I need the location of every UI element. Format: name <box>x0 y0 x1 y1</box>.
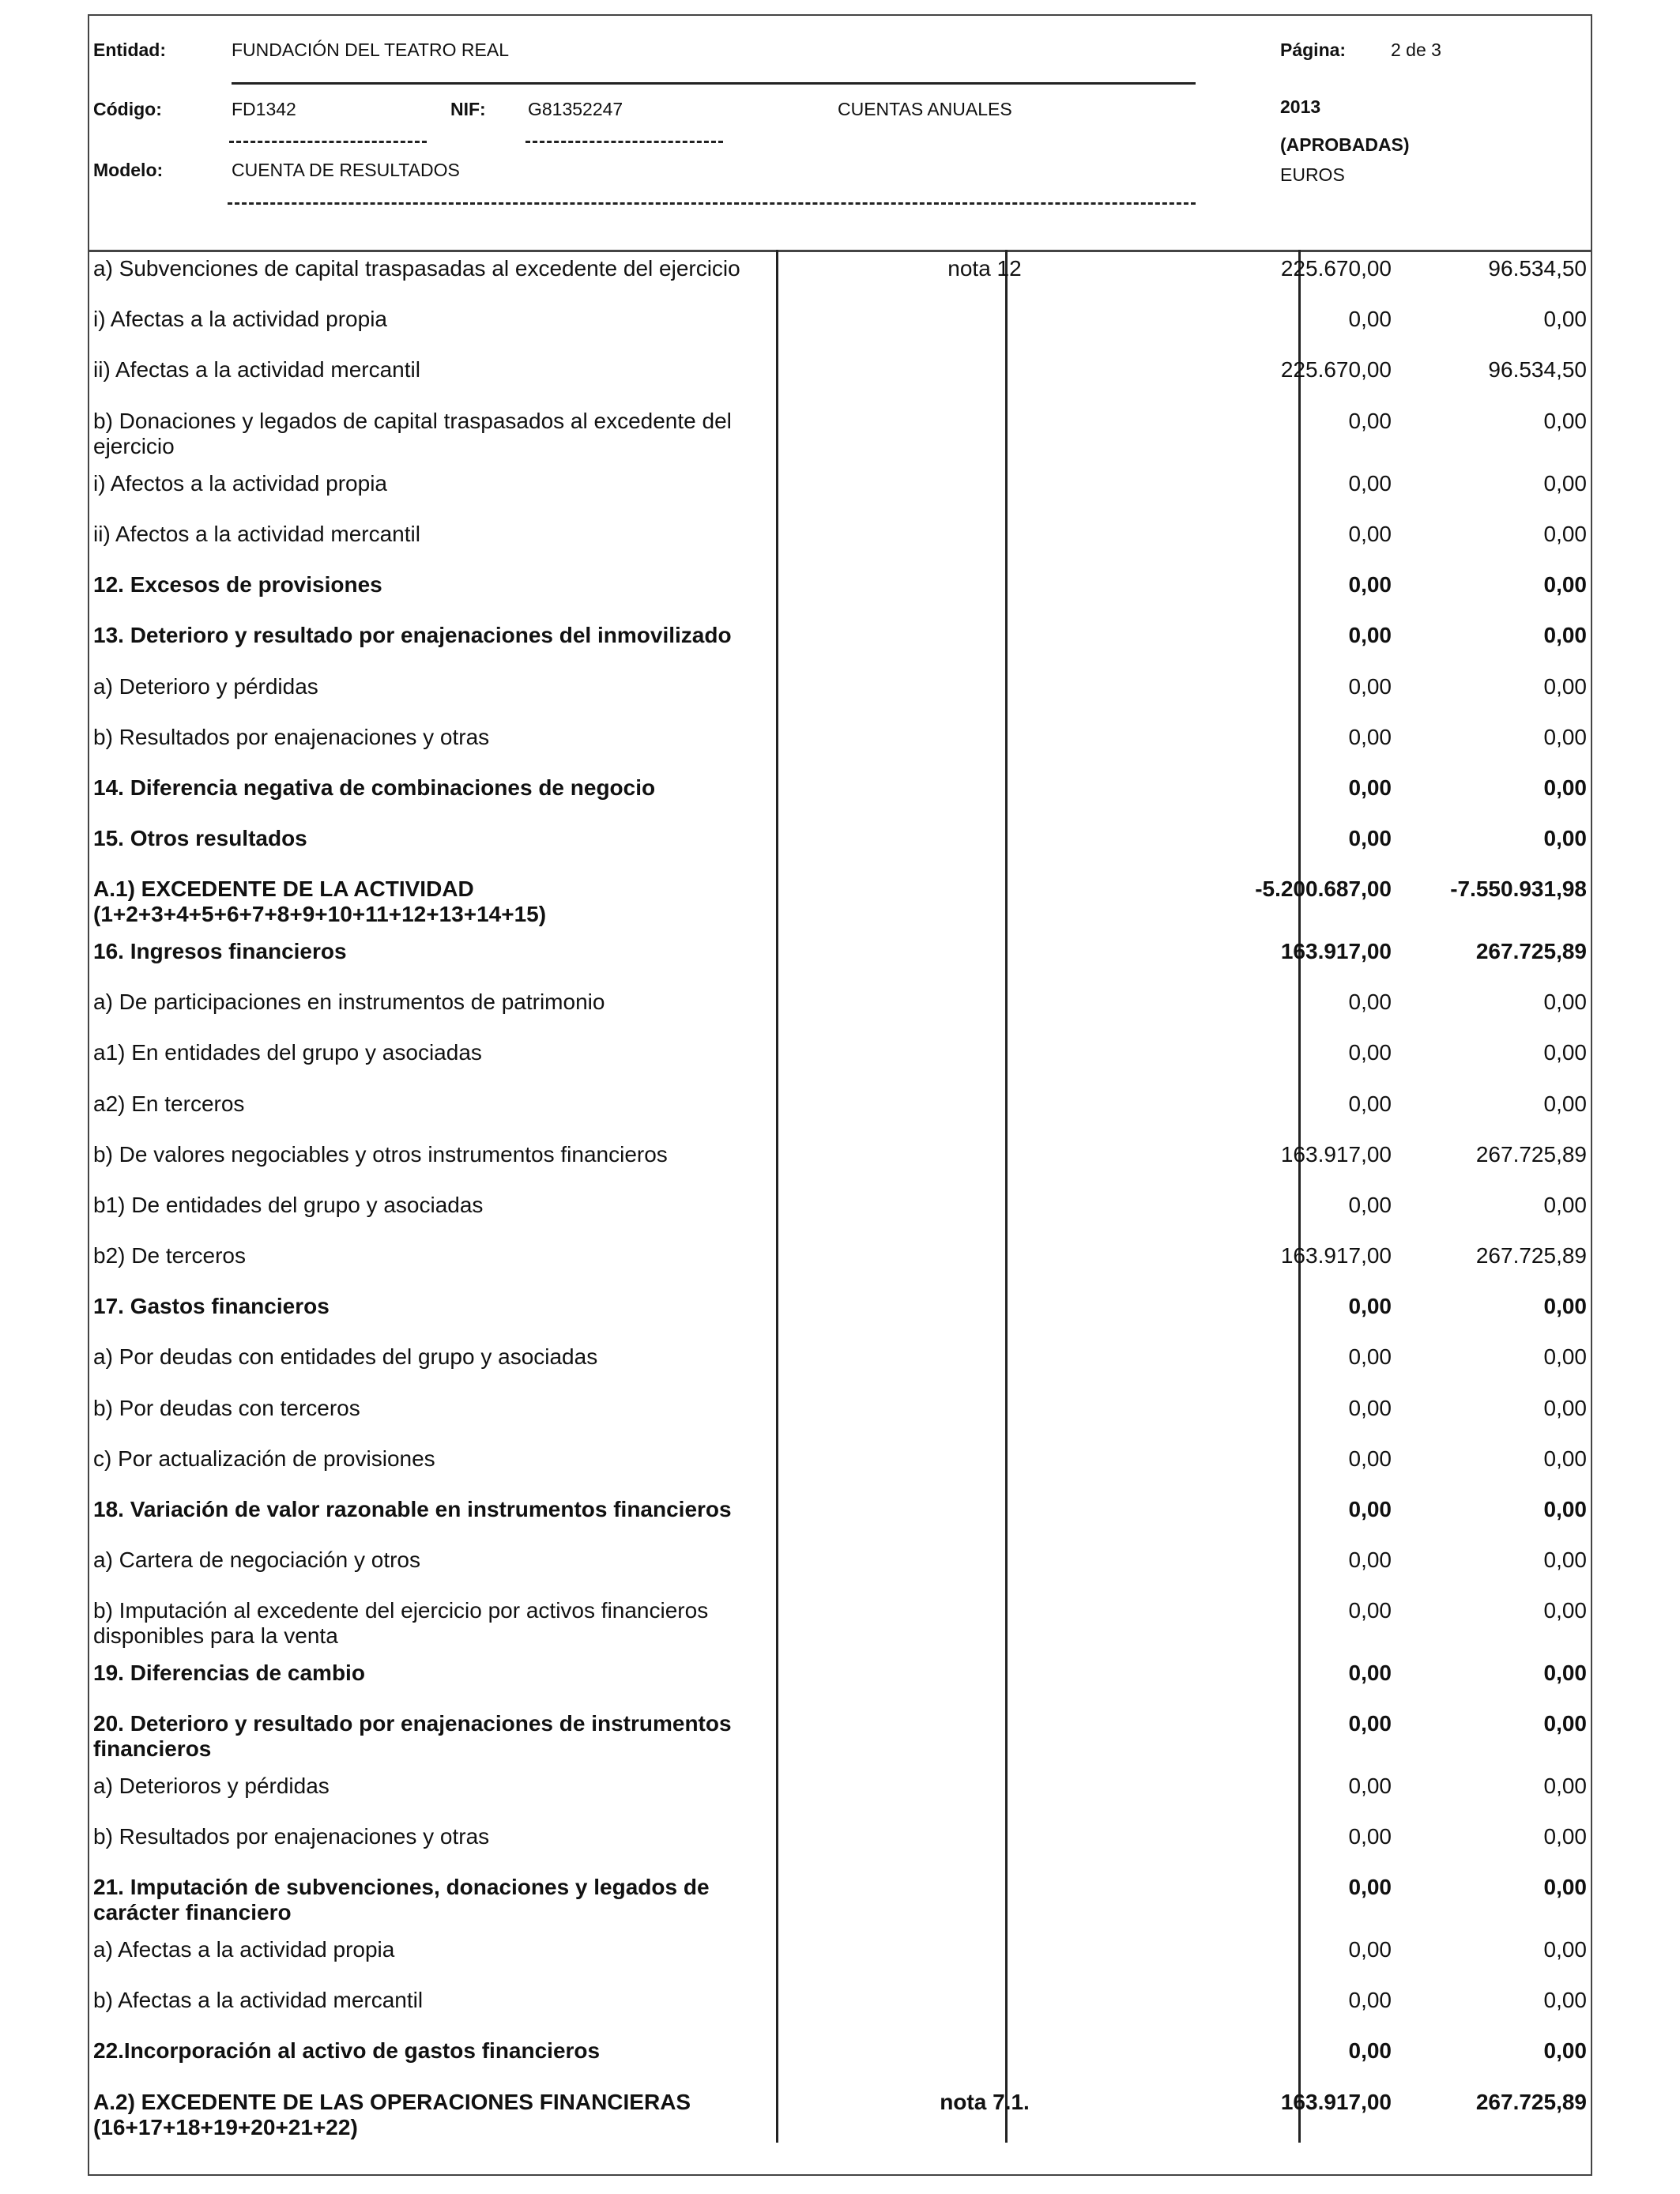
row-value-2013: 0,00 <box>1348 1711 1392 1736</box>
row-value-2013: 0,00 <box>1348 1875 1392 1899</box>
row-value-2013: 0,00 <box>1348 674 1392 699</box>
row-value-2013: 0,00 <box>1348 1344 1392 1369</box>
row-value-2013: 0,00 <box>1348 1661 1392 1685</box>
row-value-2013: 163.917,00 <box>1280 1243 1392 1268</box>
row-value-2013: 0,00 <box>1348 826 1392 850</box>
row-label: c) Por actualización de provisiones <box>93 1446 435 1471</box>
row-value-2012: 267.725,89 <box>1475 939 1587 963</box>
row-value-2013: 0,00 <box>1348 1396 1392 1420</box>
row-label: b) Afectas a la actividad mercantil <box>93 1988 424 2012</box>
row-label: b) Resultados por enajenaciones y otras <box>93 725 490 749</box>
row-label: A.1) EXCEDENTE DE LA ACTIVIDAD (1+2+3+4+5+6+7+8+9+10+11+12+13+14+15) <box>93 876 547 926</box>
nif-label: NIF: <box>450 99 486 119</box>
row-label: b) Imputación al excedente del ejercicio por activos financieros disponibles para la venta <box>93 1598 709 1648</box>
row-label: 15. Otros resultados <box>93 826 307 850</box>
row-label: b) Por deudas con terceros <box>93 1396 360 1420</box>
row-label: a) Deterioro y pérdidas <box>93 674 318 699</box>
codigo-label: Código: <box>93 99 162 119</box>
row-value-2013: 0,00 <box>1348 1774 1392 1798</box>
row-value-2013: 0,00 <box>1348 725 1392 749</box>
row-label: a2) En terceros <box>93 1091 245 1116</box>
row-label: 21. Imputación de subvenciones, donaciones y legados de carácter financiero <box>93 1875 710 1924</box>
estado-value: (APROBADAS) <box>1280 134 1410 155</box>
row-value-2012: 0,00 <box>1543 1091 1587 1116</box>
pagina-label: Página: <box>1280 40 1347 60</box>
row-value-2013: 0,00 <box>1348 2038 1392 2063</box>
row-value-2013: -5.200.687,00 <box>1255 876 1392 901</box>
row-value-2012: -7.550.931,98 <box>1450 876 1587 901</box>
row-label: a) Subvenciones de capital traspasadas al excedente del ejercicio <box>93 256 740 281</box>
row-label: b) De valores negociables y otros instrumentos financieros <box>93 1142 668 1167</box>
row-value-2012: 267.725,89 <box>1475 1142 1587 1167</box>
row-value-2012: 267.725,89 <box>1475 2090 1587 2114</box>
row-value-2012: 0,00 <box>1543 1344 1587 1369</box>
row-label: a) Afectas a la actividad propia <box>93 1937 395 1962</box>
row-note: nota 7.1. <box>940 2090 1030 2114</box>
row-label: 14. Diferencia negativa de combinaciones de negocio <box>93 775 656 800</box>
row-value-2013: 0,00 <box>1348 1446 1392 1471</box>
row-value-2012: 0,00 <box>1543 1497 1587 1521</box>
row-label: a) De participaciones en instrumentos de patrimonio <box>93 990 605 1014</box>
row-value-2013: 0,00 <box>1348 1937 1392 1962</box>
row-value-2012: 0,00 <box>1543 775 1587 800</box>
row-value-2012: 0,00 <box>1543 1193 1587 1217</box>
row-label: a) Deterioros y pérdidas <box>93 1774 330 1798</box>
row-value-2012: 0,00 <box>1543 471 1587 496</box>
row-value-2013: 0,00 <box>1348 1547 1392 1572</box>
row-value-2012: 0,00 <box>1543 1040 1587 1065</box>
row-value-2013: 0,00 <box>1348 1824 1392 1849</box>
year-value: 2013 <box>1280 96 1321 117</box>
row-label: a1) En entidades del grupo y asociadas <box>93 1040 482 1065</box>
row-label: 18. Variación de valor razonable en instrumentos financieros <box>93 1497 732 1521</box>
row-value-2013: 0,00 <box>1348 775 1392 800</box>
entidad-label: Entidad: <box>93 40 166 60</box>
row-value-2012: 0,00 <box>1543 674 1587 699</box>
row-value-2012: 96.534,50 <box>1488 357 1587 382</box>
row-label: i) Afectas a la actividad propia <box>93 307 387 331</box>
row-value-2012: 0,00 <box>1543 522 1587 546</box>
row-value-2013: 0,00 <box>1348 572 1392 597</box>
row-label: a) Cartera de negociación y otros <box>93 1547 420 1572</box>
row-value-2012: 0,00 <box>1543 725 1587 749</box>
row-label: 19. Diferencias de cambio <box>93 1661 365 1685</box>
row-value-2013: 0,00 <box>1348 1193 1392 1217</box>
row-value-2012: 0,00 <box>1543 1396 1587 1420</box>
row-label: A.2) EXCEDENTE DE LAS OPERACIONES FINANCIERAS (16+17+18+19+20+21+22) <box>93 2090 691 2139</box>
row-value-2012: 0,00 <box>1543 409 1587 433</box>
row-value-2013: 0,00 <box>1348 1988 1392 2012</box>
row-value-2012: 0,00 <box>1543 307 1587 331</box>
row-value-2012: 0,00 <box>1543 990 1587 1014</box>
header-rule <box>232 82 1196 85</box>
row-value-2013: 225.670,00 <box>1280 357 1392 382</box>
column-divider <box>1298 250 1301 2143</box>
nif-dash <box>525 141 723 143</box>
row-value-2012: 0,00 <box>1543 1824 1587 1849</box>
entidad-value: FUNDACIÓN DEL TEATRO REAL <box>232 40 510 60</box>
row-value-2013: 0,00 <box>1348 990 1392 1014</box>
row-value-2012: 0,00 <box>1543 1446 1587 1471</box>
column-divider <box>776 250 778 2143</box>
pagina-value: 2 de 3 <box>1391 40 1441 60</box>
row-value-2012: 0,00 <box>1543 572 1587 597</box>
row-label: i) Afectos a la actividad propia <box>93 471 387 496</box>
header-separator <box>88 250 1592 252</box>
row-label: ii) Afectos a la actividad mercantil <box>93 522 420 546</box>
row-value-2012: 0,00 <box>1543 1294 1587 1318</box>
row-value-2013: 0,00 <box>1348 307 1392 331</box>
row-label: 13. Deterioro y resultado por enajenaciones del inmovilizado <box>93 623 732 647</box>
row-value-2013: 225.670,00 <box>1280 256 1392 281</box>
row-value-2012: 0,00 <box>1543 1937 1587 1962</box>
row-value-2012: 0,00 <box>1543 1661 1587 1685</box>
row-value-2012: 96.534,50 <box>1488 256 1587 281</box>
row-value-2013: 0,00 <box>1348 1091 1392 1116</box>
row-value-2012: 0,00 <box>1543 1875 1587 1899</box>
row-label: 20. Deterioro y resultado por enajenaciones de instrumentos financieros <box>93 1711 732 1761</box>
row-value-2012: 0,00 <box>1543 2038 1587 2063</box>
row-value-2013: 0,00 <box>1348 1040 1392 1065</box>
row-label: b2) De terceros <box>93 1243 246 1268</box>
row-value-2013: 0,00 <box>1348 1598 1392 1623</box>
row-label: 16. Ingresos financieros <box>93 939 347 963</box>
modelo-dash <box>228 202 1196 205</box>
codigo-value: FD1342 <box>232 99 296 119</box>
row-value-2012: 0,00 <box>1543 1988 1587 2012</box>
row-value-2013: 0,00 <box>1348 409 1392 433</box>
row-note: nota 12 <box>947 256 1022 281</box>
row-value-2012: 267.725,89 <box>1475 1243 1587 1268</box>
row-value-2012: 0,00 <box>1543 826 1587 850</box>
modelo-value: CUENTA DE RESULTADOS <box>232 160 460 180</box>
row-value-2013: 0,00 <box>1348 623 1392 647</box>
modelo-label: Modelo: <box>93 160 164 180</box>
row-label: 12. Excesos de provisiones <box>93 572 382 597</box>
codigo-dash <box>229 141 427 143</box>
tipo-value: CUENTAS ANUALES <box>838 99 1012 119</box>
row-value-2013: 163.917,00 <box>1280 2090 1392 2114</box>
row-label: ii) Afectas a la actividad mercantil <box>93 357 420 382</box>
row-label: b) Donaciones y legados de capital traspasados al excedente del ejercicio <box>93 409 732 458</box>
row-value-2012: 0,00 <box>1543 1774 1587 1798</box>
row-value-2012: 0,00 <box>1543 1547 1587 1572</box>
row-value-2013: 0,00 <box>1348 522 1392 546</box>
row-value-2013: 0,00 <box>1348 1294 1392 1318</box>
row-value-2012: 0,00 <box>1543 1711 1587 1736</box>
row-value-2013: 163.917,00 <box>1280 1142 1392 1167</box>
nif-value: G81352247 <box>528 99 623 119</box>
row-label: 17. Gastos financieros <box>93 1294 330 1318</box>
row-value-2012: 0,00 <box>1543 1598 1587 1623</box>
row-value-2012: 0,00 <box>1543 623 1587 647</box>
row-label: b1) De entidades del grupo y asociadas <box>93 1193 484 1217</box>
column-divider <box>1005 250 1008 2143</box>
row-value-2013: 163.917,00 <box>1280 939 1392 963</box>
moneda-value: EUROS <box>1280 164 1345 185</box>
row-value-2013: 0,00 <box>1348 1497 1392 1521</box>
row-label: 22.Incorporación al activo de gastos financieros <box>93 2038 601 2063</box>
row-label: a) Por deudas con entidades del grupo y asociadas <box>93 1344 598 1369</box>
row-value-2013: 0,00 <box>1348 471 1392 496</box>
row-label: b) Resultados por enajenaciones y otras <box>93 1824 490 1849</box>
